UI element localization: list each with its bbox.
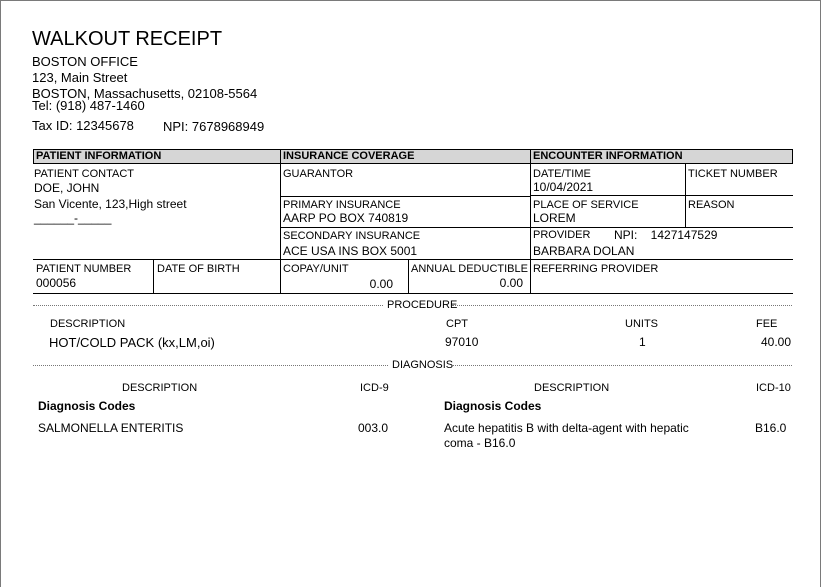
provider-npi: NPI: 1427147529 — [614, 228, 718, 242]
referring-provider-label: REFERRING PROVIDER — [533, 263, 659, 275]
dotted-rule — [33, 305, 383, 306]
office-tel: Tel: (918) 487-1460 — [32, 98, 145, 113]
diag-left-group: Diagnosis Codes — [38, 399, 136, 413]
reason-label: REASON — [688, 199, 735, 211]
office-city: BOSTON, Massachusetts, 02108-5564 — [32, 86, 258, 101]
office-street: 123, Main Street — [32, 70, 128, 85]
dotted-rule — [33, 365, 388, 366]
provider-name: BARBARA DOLAN — [533, 244, 635, 258]
page-title: WALKOUT RECEIPT — [32, 28, 223, 50]
patient-name: DOE, JOHN — [34, 181, 100, 195]
primary-insurance: AARP PO BOX 740819 — [283, 211, 409, 225]
office-name: BOSTON OFFICE — [32, 54, 138, 69]
diag-right-description-line2: coma - B16.0 — [444, 436, 516, 450]
section-patient-info: PATIENT INFORMATION — [36, 150, 162, 162]
diag-right-description-line1: Acute hepatitis B with delta-agent with hepatic — [444, 421, 689, 435]
diag-right-desc-header: DESCRIPTION — [534, 382, 610, 394]
section-insurance-coverage: INSURANCE COVERAGE — [283, 150, 415, 162]
deductible-label: ANNUAL DEDUCTIBLE — [411, 263, 528, 275]
primary-insurance-label: PRIMARY INSURANCE — [283, 199, 401, 211]
patient-address: San Vicente, 123,High street — [34, 197, 187, 211]
diag-right-code: B16.0 — [755, 421, 787, 435]
patient-number-label: PATIENT NUMBER — [36, 263, 132, 275]
patient-contact-label: PATIENT CONTACT — [34, 168, 135, 180]
datetime-value: 10/04/2021 — [533, 180, 594, 194]
diag-left-code-header: ICD-9 — [360, 382, 389, 394]
patient-number: 000056 — [36, 276, 77, 290]
patient-address-line2: ______-_____ — [34, 211, 112, 225]
dotted-rule — [452, 365, 792, 366]
tax-id: Tax ID: 12345678 — [32, 118, 134, 133]
secondary-insurance-label: SECONDARY INSURANCE — [283, 230, 421, 242]
divider — [33, 259, 793, 260]
divider — [530, 164, 531, 293]
diagnosis-section-title: DIAGNOSIS — [392, 359, 454, 371]
divider — [280, 164, 281, 293]
divider — [530, 149, 531, 164]
place-of-service-label: PLACE OF SERVICE — [533, 199, 639, 211]
copay-value: 0.00 — [369, 277, 393, 291]
procedure-description: HOT/COLD PACK (kx,LM,oi) — [49, 335, 215, 350]
ticket-number-label: TICKET NUMBER — [688, 168, 778, 180]
copay-label: COPAY/UNIT — [283, 263, 349, 275]
divider — [280, 227, 530, 228]
procedure-units-header: UNITS — [625, 318, 658, 330]
procedure-fee-header: FEE — [756, 318, 778, 330]
diag-right-code-header: ICD-10 — [756, 382, 791, 394]
procedure-units: 1 — [639, 335, 646, 349]
procedure-cpt-header: CPT — [446, 318, 468, 330]
divider — [153, 260, 154, 293]
section-encounter-info: ENCOUNTER INFORMATION — [533, 150, 683, 162]
divider — [280, 196, 530, 197]
divider — [33, 293, 793, 294]
diag-left-description: SALMONELLA ENTERITIS — [38, 421, 184, 435]
office-npi: NPI: 7678968949 — [163, 119, 265, 134]
procedure-fee: 40.00 — [760, 335, 791, 349]
divider — [530, 195, 793, 196]
divider — [280, 149, 281, 164]
dob-label: DATE OF BIRTH — [157, 263, 240, 275]
diag-right-group: Diagnosis Codes — [444, 399, 542, 413]
provider-label: PROVIDER — [533, 229, 591, 241]
procedure-section-title: PROCEDURE — [387, 299, 458, 311]
diag-left-code: 003.0 — [358, 421, 389, 435]
diag-left-desc-header: DESCRIPTION — [122, 382, 198, 394]
procedure-desc-header: DESCRIPTION — [50, 318, 126, 330]
guarantor-label: GUARANTOR — [283, 168, 354, 180]
procedure-cpt: 97010 — [445, 335, 479, 349]
deductible-value: 0.00 — [499, 276, 523, 290]
divider — [408, 260, 409, 293]
secondary-insurance: ACE USA INS BOX 5001 — [283, 244, 418, 258]
dotted-rule — [452, 305, 792, 306]
datetime-label: DATE/TIME — [533, 168, 591, 180]
place-of-service: LOREM — [533, 211, 576, 225]
